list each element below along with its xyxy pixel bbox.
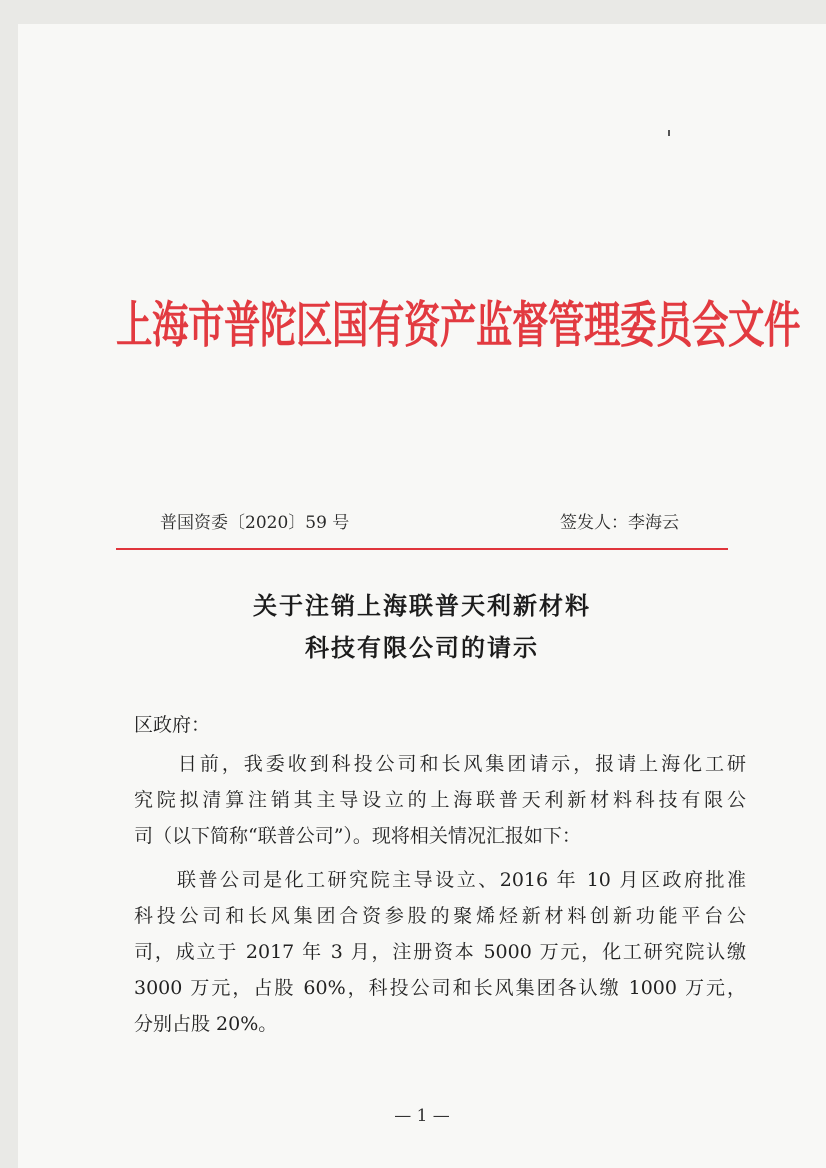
paragraph-line: 联普公司是化工研究院主导设立、2016 年 10 月区政府批准 bbox=[134, 869, 746, 891]
document-page bbox=[18, 24, 826, 1168]
paragraph-line: 3000 万元，占股 60%，科投公司和长风集团各认缴 1000 万元， bbox=[134, 977, 746, 999]
paragraph-line: 司，成立于 2017 年 3 月，注册资本 5000 万元，化工研究院认缴 bbox=[134, 941, 746, 963]
issuer-header: 上海市普陀区国有资产监督管理委员会文件 bbox=[116, 296, 800, 355]
document-title-line-2: 科技有限公司的请示 bbox=[305, 634, 539, 662]
scan-mark bbox=[668, 130, 670, 136]
salutation: 区政府： bbox=[134, 714, 211, 736]
page-number: — 1 — bbox=[394, 1106, 450, 1126]
paragraph-line: 究院拟清算注销其主导设立的上海联普天利新材料科技有限公 bbox=[134, 789, 746, 811]
red-divider bbox=[116, 548, 728, 550]
document-title-line-1: 关于注销上海联普天利新材料 bbox=[253, 592, 591, 620]
signer: 签发人：李海云 bbox=[560, 513, 679, 533]
paragraph-1 bbox=[134, 746, 746, 854]
paragraph-line: 科投公司和长风集团合资参股的聚烯烃新材料创新功能平台公 bbox=[134, 905, 746, 927]
paragraph-line: 司（以下简称“联普公司”）。现将相关情况汇报如下： bbox=[134, 825, 581, 847]
paragraph-2 bbox=[134, 862, 746, 1042]
document-number: 普国资委〔2020〕59 号 bbox=[160, 513, 350, 533]
paragraph-line: 日前，我委收到科投公司和长风集团请示，报请上海化工研 bbox=[134, 753, 746, 775]
paragraph-line: 分别占股 20%。 bbox=[134, 1013, 278, 1035]
